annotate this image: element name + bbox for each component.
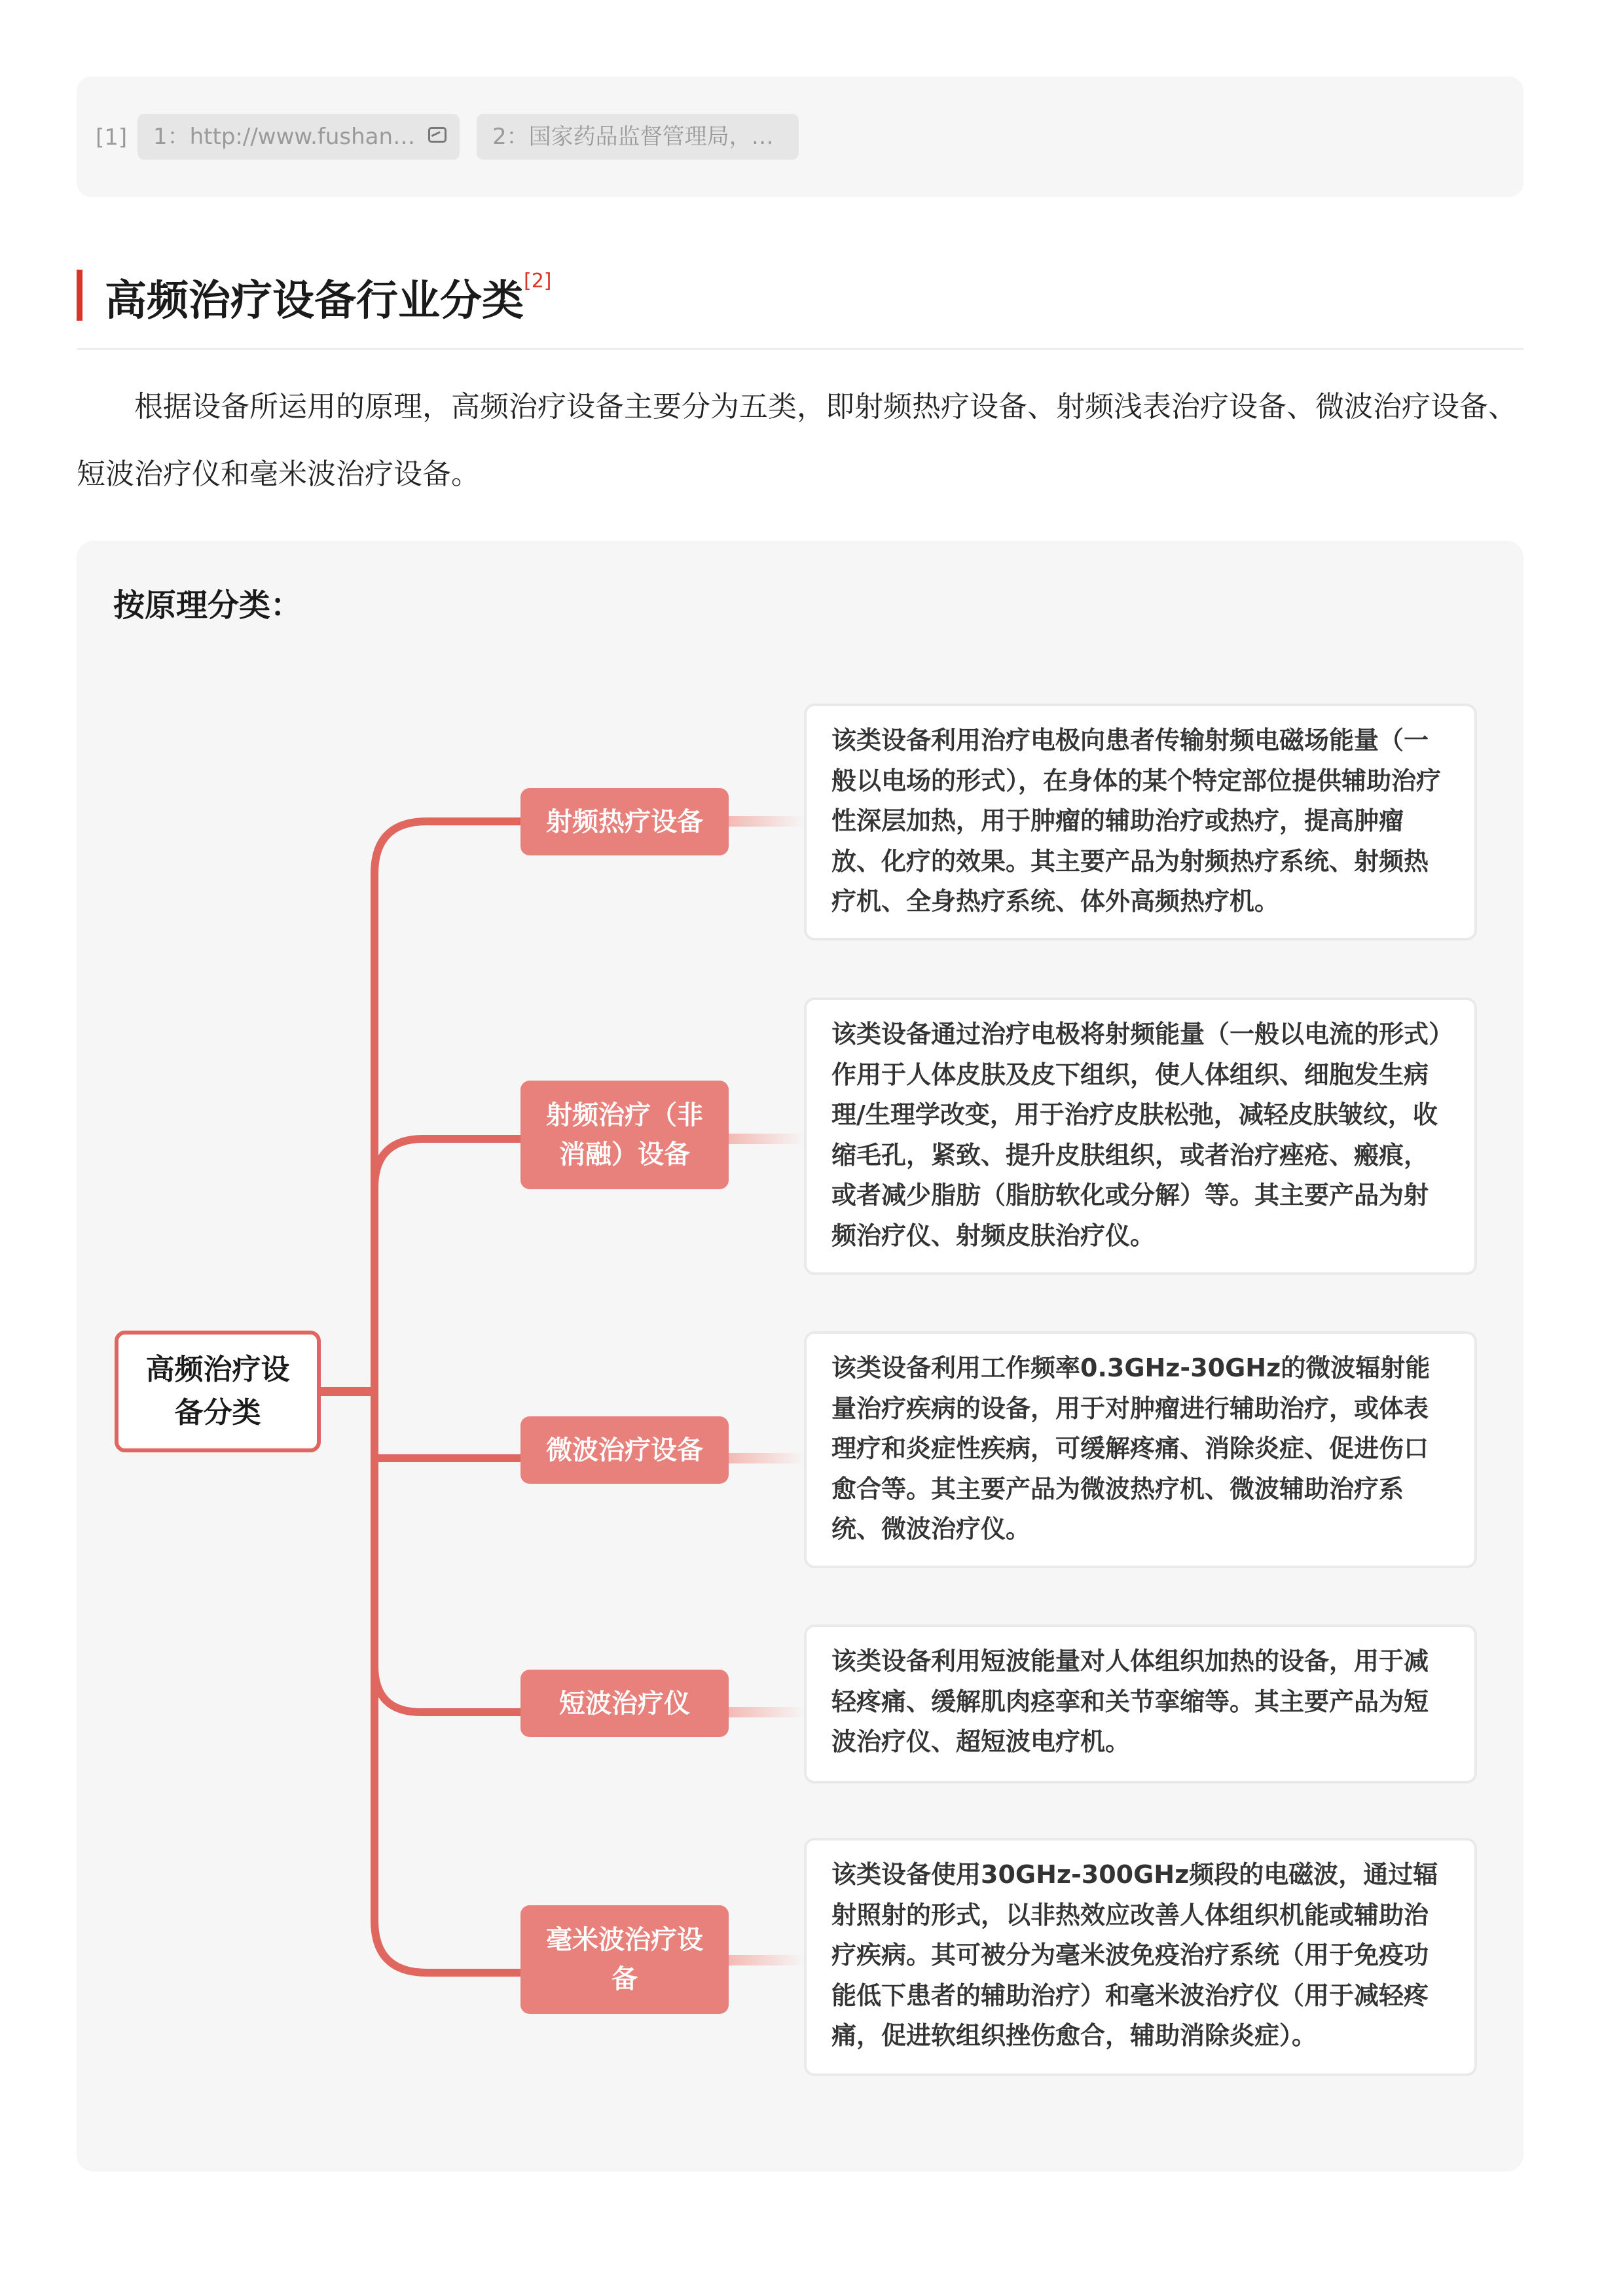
reference-link-2[interactable] — [477, 114, 799, 160]
section-title — [105, 267, 552, 327]
mindmap-heading: 按原理分类： — [113, 587, 302, 624]
branch-rf-hyperthermia-description: 该类设备利用治疗电极向患者传输射频电磁场能量（一般以电场的形式），在身体的某个特定部位提供辅助治疗性深层加热，用于肿瘤的辅助治疗或热疗，提高肿瘤放、化疗的效果。其主要产品为射频热疗系统、射频热疗机、全身热疗系统、体外高频热疗机。 — [804, 704, 1477, 941]
branch-rf-hyperthermia: 射频热疗设备 — [520, 788, 729, 855]
reference-link-1[interactable] — [137, 114, 460, 160]
branch-rf-nonablative-description: 该类设备通过治疗电极将射频能量（一般以电流的形式）作用于人体皮肤及皮下组织，使人体组织、细胞发生病理/生理学改变，用于治疗皮肤松弛，减轻皮肤皱纹，收缩毛孔，紧致、提升皮肤组织，或者治疗痤疮、瘢痕，或者减少脂肪（脂肪软化或分解）等。其主要产品为射频治疗仪、射频皮肤治疗仪。 — [804, 997, 1477, 1275]
branch-shortwave: 短波治疗仪 — [520, 1670, 729, 1737]
branch-microwave: 微波治疗设备 — [520, 1416, 729, 1484]
section-divider — [77, 348, 1523, 350]
branch-millimeter-wave: 毫米波治疗设备 — [520, 1905, 729, 2014]
branch-microwave-description: 该类设备利用工作频率0.3GHz-30GHz的微波辐射能量治疗疾病的设备，用于对肿瘤进行辅助治疗，或体表理疗和炎症性疾病，可缓解疼痛、消除炎症、促进伤口愈合等。其主要产品为微波热疗机、微波辅助治疗系统、微波治疗仪。 — [804, 1331, 1477, 1568]
reference-index: [1] — [96, 124, 128, 151]
section-accent-bar — [77, 270, 82, 321]
reference-link-2-label: 2：国家药品监督管理局，… — [492, 124, 774, 150]
section-reference-marker[interactable]: [2] — [524, 270, 552, 293]
mindmap-root-node: 高频治疗设备分类 — [115, 1331, 321, 1452]
branch-rf-nonablative: 射频治疗（非消融）设备 — [520, 1081, 729, 1189]
branch-shortwave-description: 该类设备利用短波能量对人体组织加热的设备，用于减轻疼痛、缓解肌肉痉挛和关节挛缩等。其主要产品为短波治疗仪、超短波电疗机。 — [804, 1624, 1477, 1784]
intro-paragraph: 根据设备所运用的原理，高频治疗设备主要分为五类，即射频热疗设备、射频浅表治疗设备、微波治疗设备、短波治疗仪和毫米波治疗设备。 — [77, 390, 1517, 491]
reference-link-1-label: 1：http://www.fushan… — [153, 124, 416, 150]
branch-millimeter-wave-description: 该类设备使用30GHz-300GHz频段的电磁波，通过辐射照射的形式，以非热效应改善人体组织机能或辅助治疗疾病。其可被分为毫米波免疫治疗系统（用于免疫功能低下患者的辅助治疗）和毫米波治疗仪（用于减轻疼痛，促进软组织挫伤愈合，辅助消除炎症）。 — [804, 1838, 1477, 2076]
image-icon[interactable] — [428, 127, 447, 143]
section-title-text: 高频治疗设备行业分类 — [105, 277, 524, 325]
